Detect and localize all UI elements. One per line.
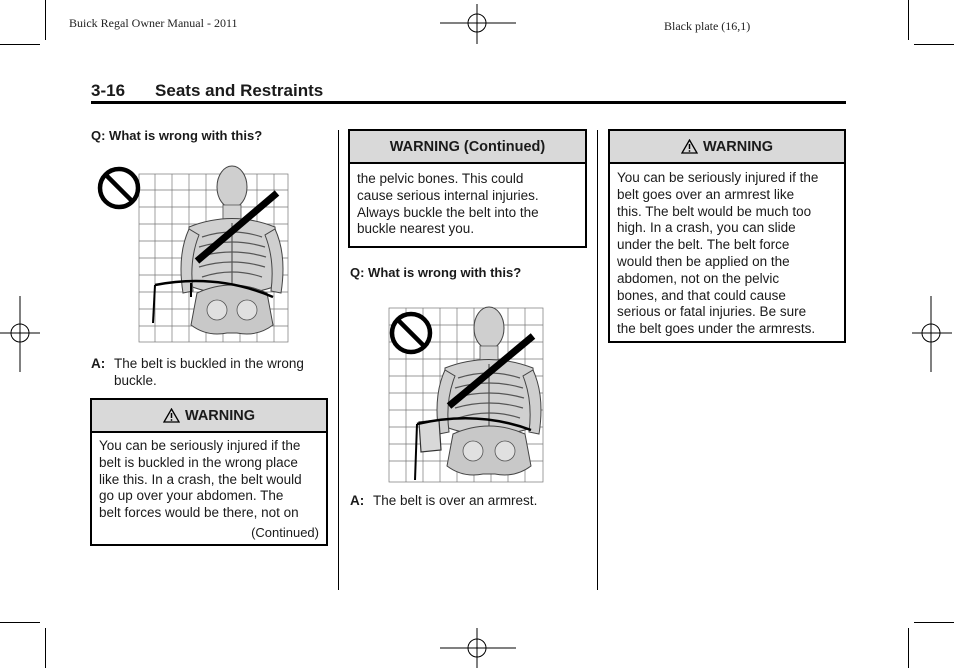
crop-mark [0,44,40,45]
warning-line: buckle nearest you. [357,221,475,237]
warning-title: WARNING (Continued) [389,138,546,155]
warning-header [610,131,844,164]
crop-mark [45,0,46,40]
illustration-armrest [387,304,547,484]
section-heading [91,81,323,101]
warning-line: You can be seriously injured if the [617,170,819,185]
warning-line: the pelvic bones. This could [357,171,524,186]
warning-line: this. The belt would be much too [617,203,812,219]
warning-box-1 [90,398,328,546]
registration-mark-left [0,296,40,372]
warning-line: belt forces would be there, not on [99,505,299,521]
warning-line: under the belt. The belt force [617,237,790,253]
warning-body [92,433,326,548]
warning-title: WARNING [702,138,774,155]
answer-label: A: [350,493,365,508]
crop-mark [908,0,909,40]
warning-triangle-icon [681,139,698,154]
warning-line: like this. In a crash, the belt would [99,471,302,487]
warning-line: bones, and that could cause [617,287,786,303]
warning-line: would then be applied on the [617,253,790,269]
column-divider [597,130,598,590]
registration-mark-right [912,296,952,372]
plate-label: Black plate (16,1) [664,19,751,33]
manual-title: Buick Regal Owner Manual - 2011 [69,16,238,30]
section-number: 3-16 [91,81,126,100]
registration-mark-bottom [440,628,516,668]
section-rule [91,101,846,104]
warning-line: the belt goes under the armrests. [617,321,816,337]
warning-body [610,164,844,344]
warning-body [350,164,585,244]
column-divider [338,130,339,590]
answer-1-line2: buckle. [114,372,157,388]
crop-mark [0,622,40,623]
answer-label: A: [91,356,106,371]
continued-label: (Continued) [251,524,319,540]
registration-mark-top [440,4,516,44]
warning-title: WARNING [184,407,256,424]
question-1: Q: What is wrong with this? [91,128,263,143]
warning-line: Always buckle the belt into the [357,204,539,220]
warning-line: cause serious internal injuries. [357,187,539,203]
answer-1 [91,356,327,389]
warning-line: high. In a crash, you can slide [617,220,796,236]
crop-mark [914,44,954,45]
warning-line: serious or fatal injuries. Be sure [617,304,807,320]
warning-line: belt goes over an armrest like [617,186,795,202]
warning-box-continued [348,129,587,248]
warning-line: abdomen, not on the pelvic [617,270,780,286]
warning-header [92,400,326,433]
question-2: Q: What is wrong with this? [350,265,522,280]
crop-mark [45,628,46,668]
warning-triangle-icon [163,408,180,423]
section-title: Seats and Restraints [155,81,324,100]
crop-mark [914,622,954,623]
answer-2 [350,493,590,510]
warning-line: go up over your abdomen. The [99,488,284,504]
crop-mark [908,628,909,668]
warning-header [350,131,585,164]
answer-1-line1: The belt is buckled in the wrong [114,356,304,371]
warning-box-3 [608,129,846,343]
warning-line: belt is buckled in the wrong place [99,454,298,470]
warning-line: You can be seriously injured if the [99,438,301,453]
illustration-wrong-buckle [97,165,291,343]
answer-2-text: The belt is over an armrest. [373,493,538,508]
